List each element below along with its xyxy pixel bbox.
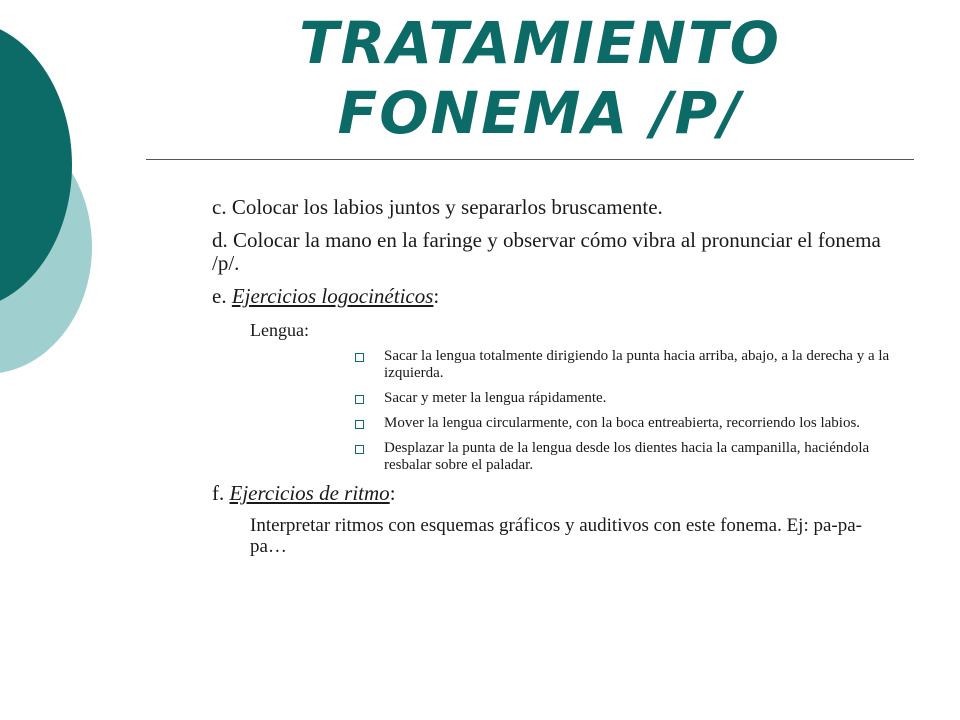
bullet-item bbox=[384, 415, 892, 432]
square-bullet-icon bbox=[355, 395, 364, 404]
e-bullet-list bbox=[212, 348, 892, 474]
bullet-text: Mover la lengua circularmente, con la boca entreabierta, recorriendo los labios. bbox=[384, 415, 861, 431]
title-line-1: TRATAMIENTO bbox=[299, 9, 781, 77]
item-e bbox=[212, 285, 892, 308]
bullet-item bbox=[384, 440, 892, 474]
item-e-prefix: e. bbox=[212, 284, 232, 308]
title-line-2: FONEMA /P/ bbox=[337, 79, 743, 147]
item-f-link[interactable]: Ejercicios de ritmo bbox=[229, 481, 390, 505]
bullet-item bbox=[384, 348, 892, 382]
bullet-item bbox=[384, 390, 892, 407]
item-e-link[interactable]: Ejercicios logocinéticos bbox=[231, 284, 434, 308]
square-bullet-icon bbox=[355, 420, 364, 429]
item-e-suffix: : bbox=[433, 284, 440, 308]
item-e-sub-label: Lengua: bbox=[250, 320, 309, 340]
title-divider bbox=[146, 159, 914, 160]
bullet-text: Sacar y meter la lengua rápidamente. bbox=[384, 390, 607, 406]
item-f bbox=[212, 482, 892, 505]
item-c: c. Colocar los labios juntos y separarlos bruscamente. bbox=[212, 195, 663, 219]
square-bullet-icon bbox=[355, 445, 364, 454]
item-f-prefix: f. bbox=[212, 481, 230, 505]
item-f-text: Interpretar ritmos con esquemas gráficos y auditivos con este fonema. Ej: pa-pa-pa… bbox=[250, 515, 863, 557]
slide-title bbox=[160, 8, 920, 148]
slide-body bbox=[212, 196, 892, 557]
bullet-text: Desplazar la punta de la lengua desde los dientes hacia la campanilla, haciéndola resbalar sobre el paladar. bbox=[384, 440, 870, 473]
item-f-suffix: : bbox=[389, 481, 396, 505]
bullet-text: Sacar la lengua totalmente dirigiendo la punta hacia arriba, abajo, a la derecha y a la izquierda. bbox=[384, 348, 890, 381]
square-bullet-icon bbox=[355, 353, 364, 362]
item-d: d. Colocar la mano en la faringe y observar cómo vibra al pronunciar el fonema /p/. bbox=[212, 228, 881, 275]
